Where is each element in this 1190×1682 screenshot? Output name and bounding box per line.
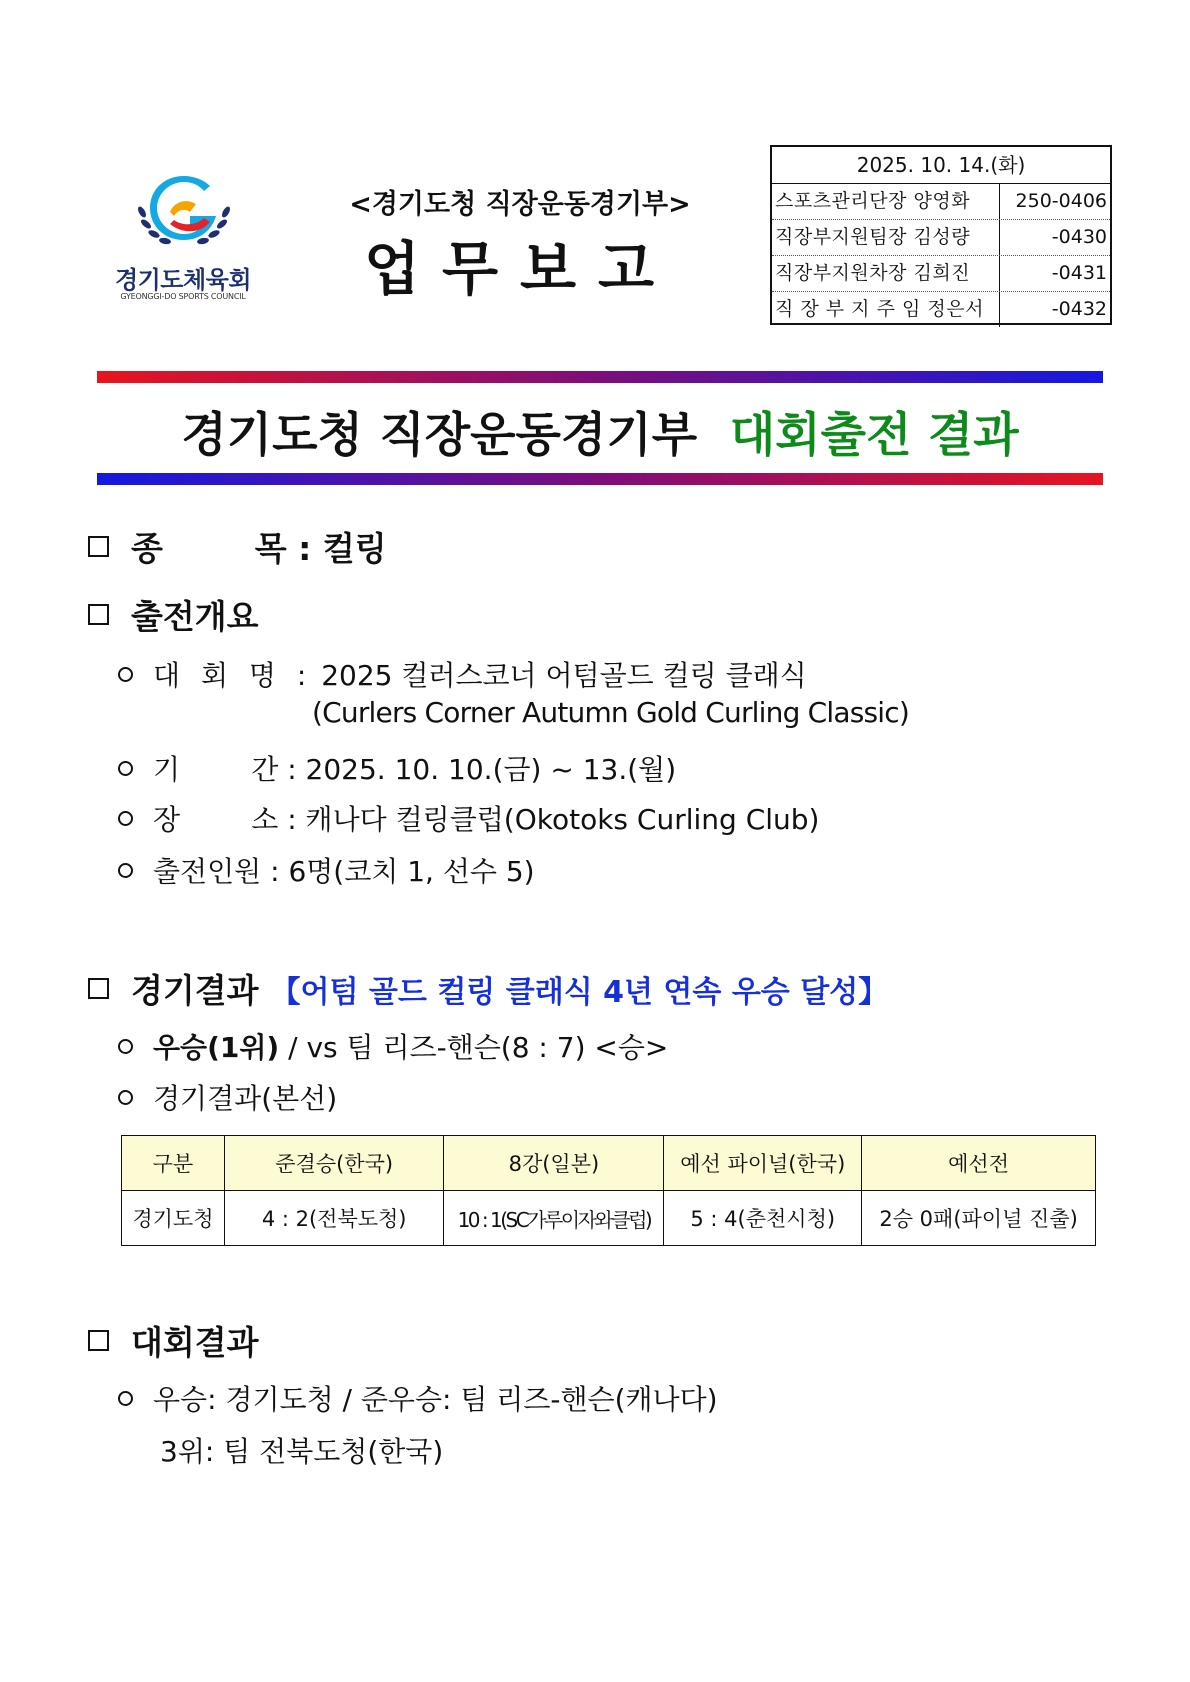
contact-table — [770, 145, 1112, 325]
table-header-cell: 예선전 — [862, 1136, 1096, 1191]
checkbox-square-icon — [88, 536, 109, 557]
doc-title: 업무보고 — [363, 235, 677, 303]
table-cell: 4 : 2(전북도청) — [224, 1191, 444, 1246]
council-logo — [108, 168, 268, 303]
bullet-circle-icon — [118, 1391, 133, 1406]
checkbox-square-icon — [88, 978, 109, 999]
contact-row — [772, 256, 1110, 292]
item-value: 2025. 10. 10.(금) ~ 13.(월) — [305, 753, 677, 786]
report-title-main: 경기도청 직장운동경기부 — [181, 408, 698, 463]
competition-result-line2: 3위: 팀 전북도청(한국) — [160, 1435, 444, 1468]
contact-name: 스포츠관리단장 양영화 — [772, 184, 1000, 219]
results-table — [121, 1135, 1096, 1246]
council-emblem-icon — [134, 168, 234, 260]
game-result-highlight: 【어텀 골드 컬링 클래식 4년 연속 우승 달성】 — [270, 974, 889, 1010]
bullet-circle-icon — [118, 761, 133, 776]
table-caption-line — [118, 1077, 337, 1117]
sports-label: 종 목 : — [131, 529, 312, 568]
event-name-english: (Curlers Corner Autumn Gold Curling Classic) — [312, 696, 910, 729]
contact-name: 직 장 부 지 주 임 정은서 — [772, 292, 1000, 327]
item-label: 대 회 명 : — [153, 659, 313, 692]
contact-name: 직장부지원차장 김희진 — [772, 256, 1000, 291]
contact-phone: -0431 — [1051, 262, 1107, 284]
table-cell: 2승 0패(파이널 진출) — [862, 1191, 1096, 1246]
contact-phone: -0432 — [1051, 298, 1107, 320]
title-band-top — [97, 371, 1103, 383]
title-band-bottom — [97, 473, 1103, 485]
contact-row — [772, 184, 1110, 220]
department-label: <경기도청 직장운동경기부> — [349, 189, 691, 220]
section-sports — [88, 523, 387, 570]
sports-value: 컬링 — [322, 529, 387, 568]
item-label: 기 간 : — [153, 753, 297, 786]
table-header-cell: 준결승(한국) — [224, 1136, 444, 1191]
table-cell: 10 : 1(SC가루이자와클럽) — [444, 1191, 664, 1246]
section-competition-result — [88, 1317, 259, 1364]
bullet-circle-icon — [118, 1090, 133, 1105]
bullet-circle-icon — [118, 1039, 133, 1054]
competition-result-line1 — [118, 1378, 718, 1418]
report-title-highlight: 대회출전 결과 — [729, 408, 1019, 463]
competition-result-heading: 대회결과 — [131, 1323, 259, 1362]
item-label: 장 소 : — [153, 803, 297, 836]
report-date: 2025. 10. 14.(화) — [772, 147, 1110, 184]
table-cell: 5 : 4(춘천시청) — [664, 1191, 862, 1246]
checkbox-square-icon — [88, 1330, 109, 1351]
table-header-cell: 구분 — [122, 1136, 225, 1191]
section-game-result — [88, 965, 888, 1012]
contact-row — [772, 292, 1110, 327]
contact-phone: 250-0406 — [1015, 190, 1107, 212]
overview-item-event — [118, 654, 807, 694]
win-line — [118, 1026, 668, 1066]
bullet-circle-icon — [118, 863, 133, 878]
item-value: 6명(코치 1, 선수 5) — [288, 855, 535, 888]
logo-name-en: GYEONGGI-DO SPORTS COUNCIL — [120, 292, 246, 301]
bullet-circle-icon — [118, 811, 133, 826]
table-header-cell: 8강(일본) — [444, 1136, 664, 1191]
table-header-cell: 예선 파이널(한국) — [664, 1136, 862, 1191]
table-header-row — [122, 1136, 1096, 1191]
item-value: 2025 컬러스코너 어텀골드 컬링 클래식 — [321, 659, 807, 692]
report-title — [97, 398, 1103, 465]
competition-result-text: 우승: 경기도청 / 준우승: 팀 리즈-핸슨(캐나다) — [153, 1383, 718, 1416]
checkbox-square-icon — [88, 604, 109, 625]
section-overview — [88, 591, 259, 638]
table-row — [122, 1191, 1096, 1246]
overview-heading: 출전개요 — [131, 597, 259, 636]
contact-row — [772, 220, 1110, 256]
item-value: 캐나다 컬링클럽(Okotoks Curling Club) — [305, 803, 820, 836]
contact-phone: -0430 — [1051, 226, 1107, 248]
logo-name-ko: 경기도체육회 — [114, 266, 252, 294]
game-result-heading: 경기결과 — [131, 971, 259, 1010]
contact-name: 직장부지원팀장 김성량 — [772, 220, 1000, 255]
overview-item-period — [118, 748, 676, 788]
win-title: 우승(1위) — [153, 1031, 280, 1064]
win-detail: / vs 팀 리즈-핸슨(8 : 7) <승> — [288, 1031, 669, 1064]
table-caption: 경기결과(본선) — [153, 1082, 338, 1115]
item-label: 출전인원 : — [153, 855, 280, 888]
table-cell: 경기도청 — [122, 1191, 225, 1246]
bullet-circle-icon — [118, 667, 133, 682]
overview-item-venue — [118, 798, 819, 838]
overview-item-participants — [118, 850, 535, 890]
